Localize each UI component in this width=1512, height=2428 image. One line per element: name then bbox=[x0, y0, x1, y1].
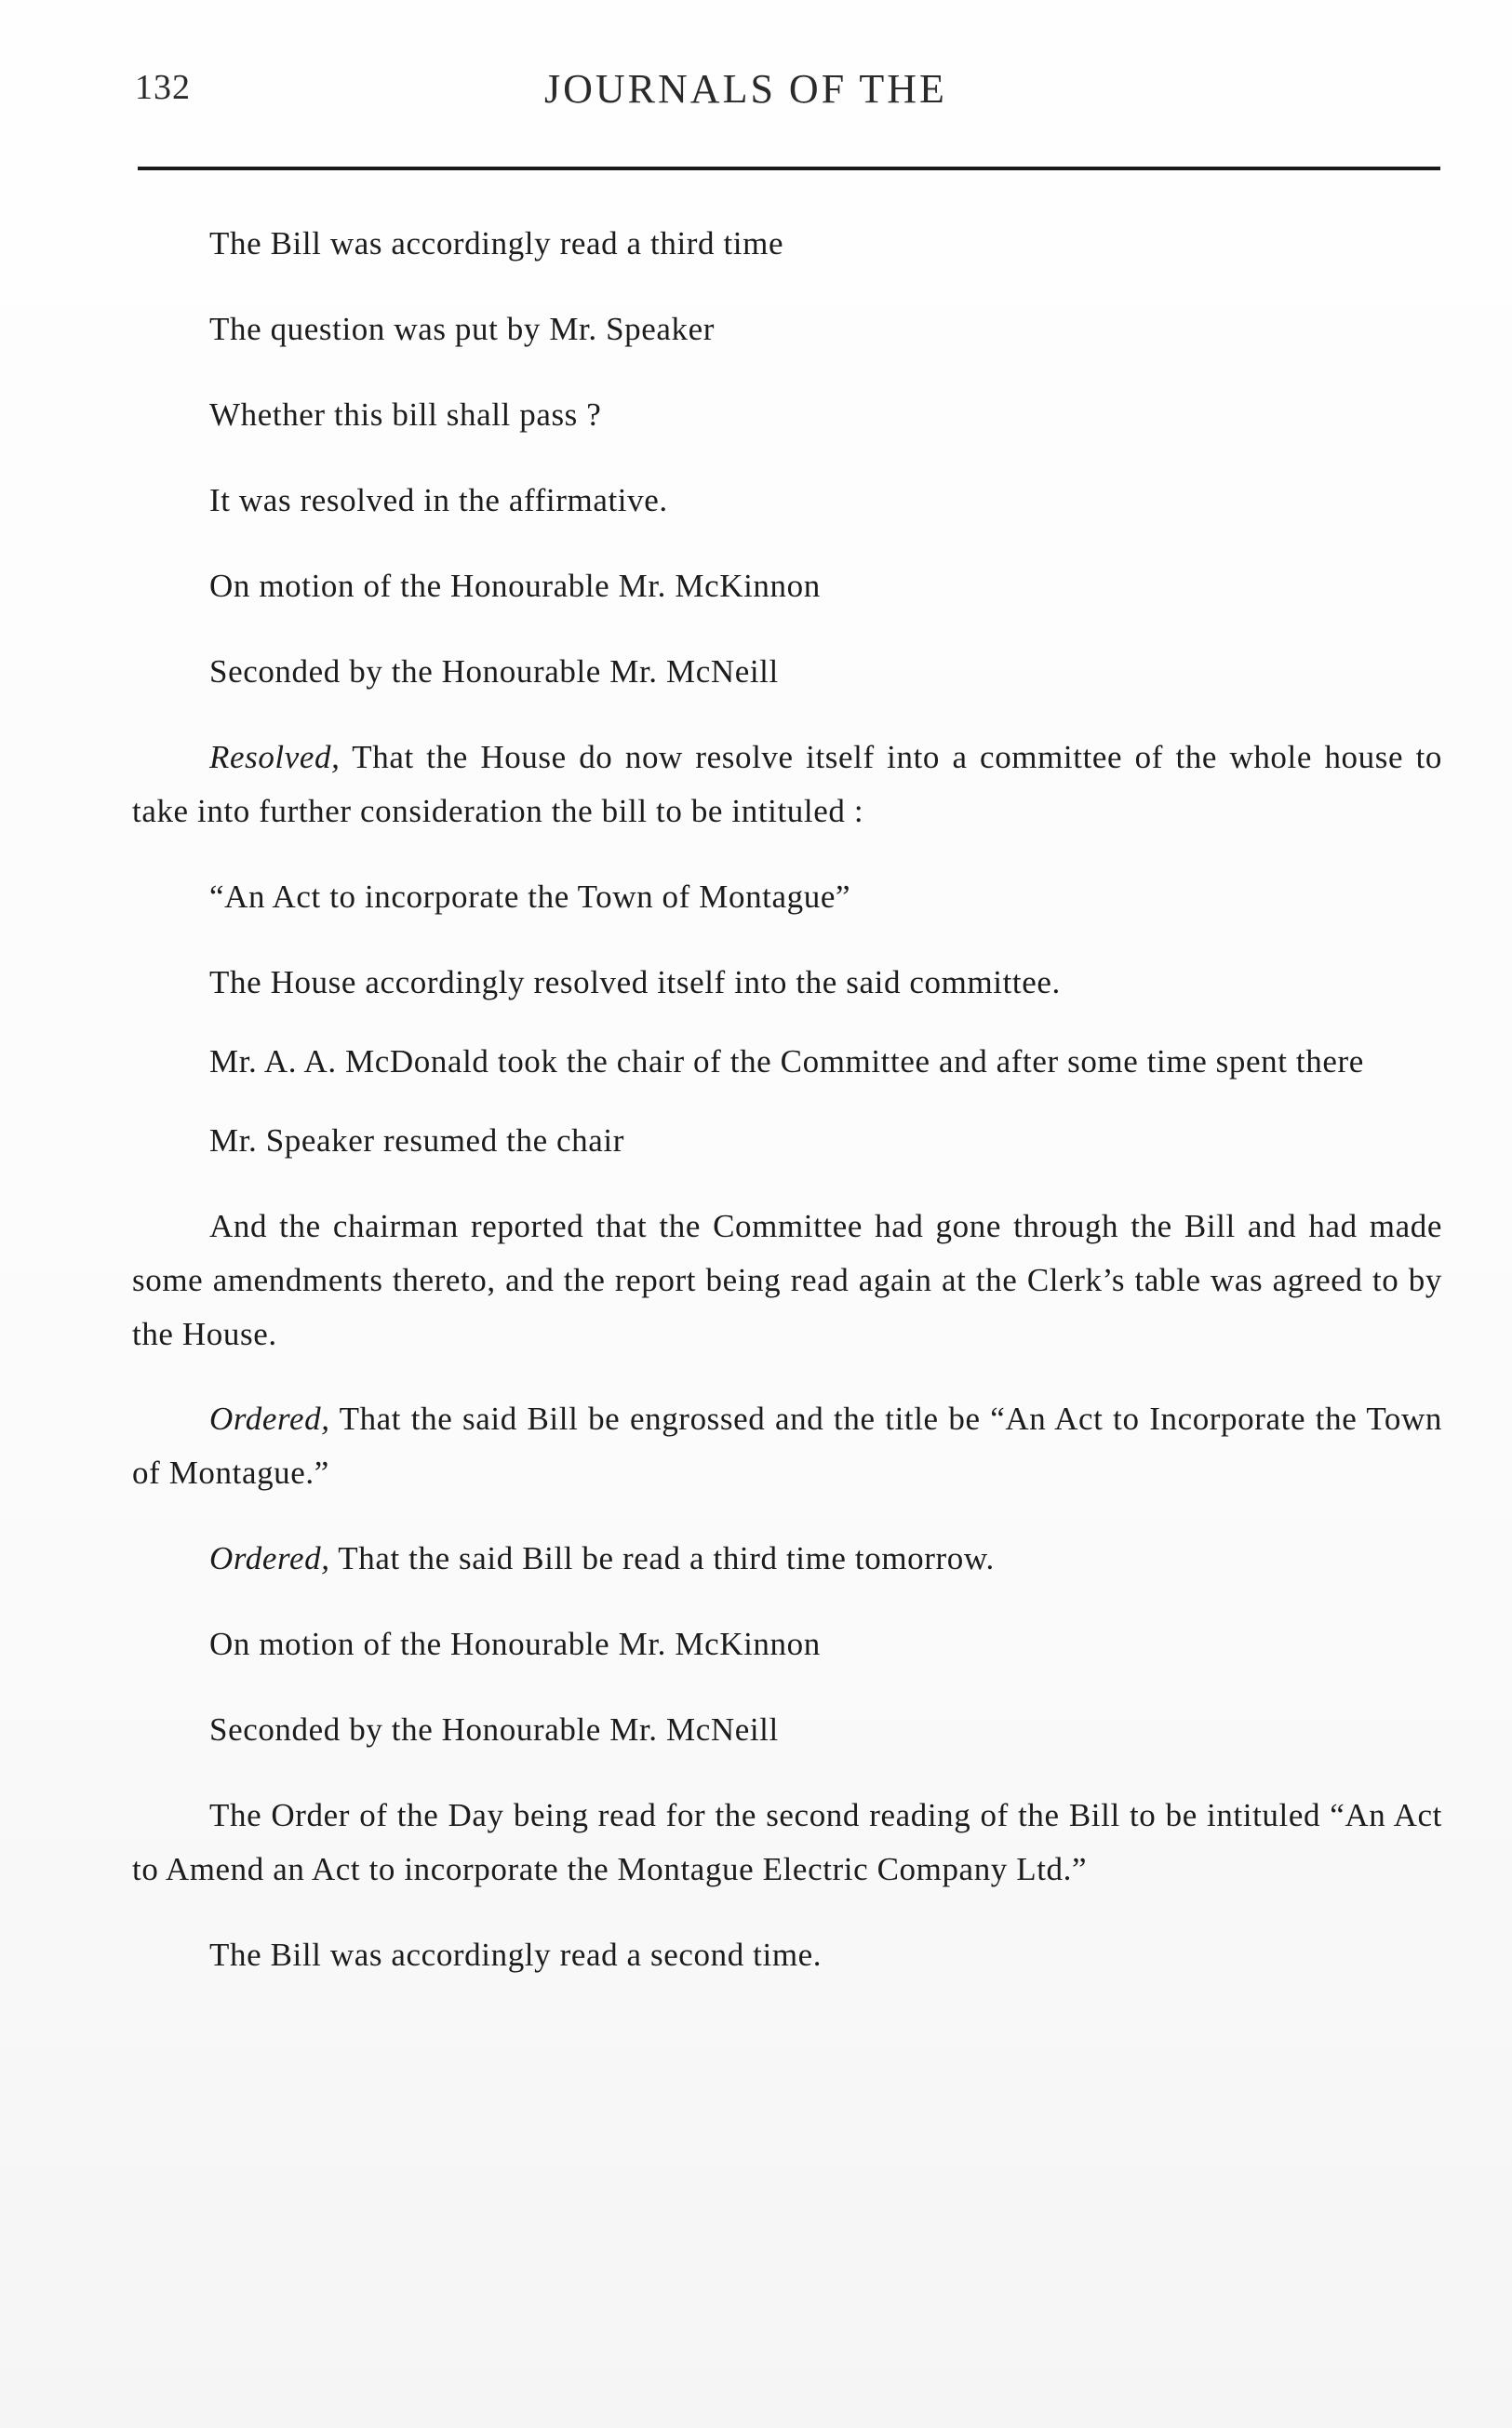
paragraph-ordered-third-reading bbox=[132, 1532, 1442, 1586]
paragraph-text: And the chairman reported that the Committee had gone through the Bill and had made some amendments thereto, and the report being read again at the Clerk’s table was agreed to by the House. bbox=[132, 1208, 1442, 1352]
running-title: JOURNALS OF THE bbox=[544, 66, 947, 112]
paragraph-text: It was resolved in the affirmative. bbox=[209, 482, 668, 518]
paragraph-ordered-engrossed bbox=[132, 1392, 1442, 1500]
paragraph-text: The question was put by Mr. Speaker bbox=[209, 311, 715, 347]
paragraph-text: Seconded by the Honourable Mr. McNeill bbox=[209, 653, 779, 690]
paragraph-text: Mr. Speaker resumed the chair bbox=[209, 1122, 624, 1159]
paragraph-motion-mckinnon-2 bbox=[132, 1617, 1442, 1671]
paragraph-text: On motion of the Honourable Mr. McKinnon bbox=[209, 568, 821, 604]
ordered-lead: Ordered, bbox=[209, 1540, 330, 1576]
paragraph-text: On motion of the Honourable Mr. McKinnon bbox=[209, 1626, 821, 1662]
paragraph-text: That the House do now resolve itself into a committee of the whole house to take into further consideration the bill to be intituled : bbox=[132, 739, 1442, 829]
paragraph-text: “An Act to incorporate the Town of Montague” bbox=[209, 879, 851, 915]
paragraph-text: That the said Bill be engrossed and the title be “An Act to Incorporate the Town of Montague.” bbox=[132, 1401, 1442, 1491]
paragraph-house-resolved bbox=[132, 956, 1442, 1010]
paragraph-text: That the said Bill be read a third time tomorrow. bbox=[329, 1540, 995, 1576]
paragraph-speaker-resumed bbox=[132, 1114, 1442, 1168]
page-number: 132 bbox=[135, 68, 191, 107]
resolved-lead: Resolved, bbox=[209, 739, 341, 775]
paragraph-mcdonald-chair bbox=[132, 1041, 1442, 1082]
paragraph-question-put bbox=[132, 302, 1442, 356]
page-header bbox=[135, 67, 1442, 123]
paragraph-seconded-mcneill bbox=[132, 645, 1442, 699]
paragraph-text: The Bill was accordingly read a third time bbox=[209, 225, 784, 262]
paragraph-resolved-affirmative bbox=[132, 474, 1442, 528]
paragraph-act-title bbox=[132, 870, 1442, 924]
ordered-lead: Ordered, bbox=[209, 1401, 330, 1437]
paragraph-text: Mr. A. A. McDonald took the chair of the Committee and after some time spent there bbox=[209, 1043, 1364, 1080]
paragraph-text: The Order of the Day being read for the second reading of the Bill to be intituled “An Act to Amend an Act to incorporate the Montague Electric Company Ltd.” bbox=[132, 1797, 1442, 1887]
paragraph-bill-third-reading bbox=[132, 217, 1442, 271]
paragraph-text: Whether this bill shall pass ? bbox=[209, 396, 602, 433]
header-rule bbox=[138, 167, 1440, 170]
paragraph-seconded-mcneill-2 bbox=[132, 1703, 1442, 1757]
paragraph-text: The House accordingly resolved itself into the said committee. bbox=[209, 964, 1061, 1000]
paragraph-chairman-reported bbox=[132, 1200, 1442, 1362]
paragraph-bill-second-reading bbox=[132, 1928, 1442, 1982]
paragraph-motion-mckinnon bbox=[132, 559, 1442, 613]
journal-body bbox=[132, 217, 1442, 1982]
paragraph-whether-pass bbox=[132, 388, 1442, 442]
paragraph-order-of-day bbox=[132, 1789, 1442, 1897]
paragraph-text: Seconded by the Honourable Mr. McNeill bbox=[209, 1711, 779, 1748]
paragraph-text: The Bill was accordingly read a second time. bbox=[209, 1937, 823, 1973]
paragraph-resolved-committee bbox=[132, 731, 1442, 838]
